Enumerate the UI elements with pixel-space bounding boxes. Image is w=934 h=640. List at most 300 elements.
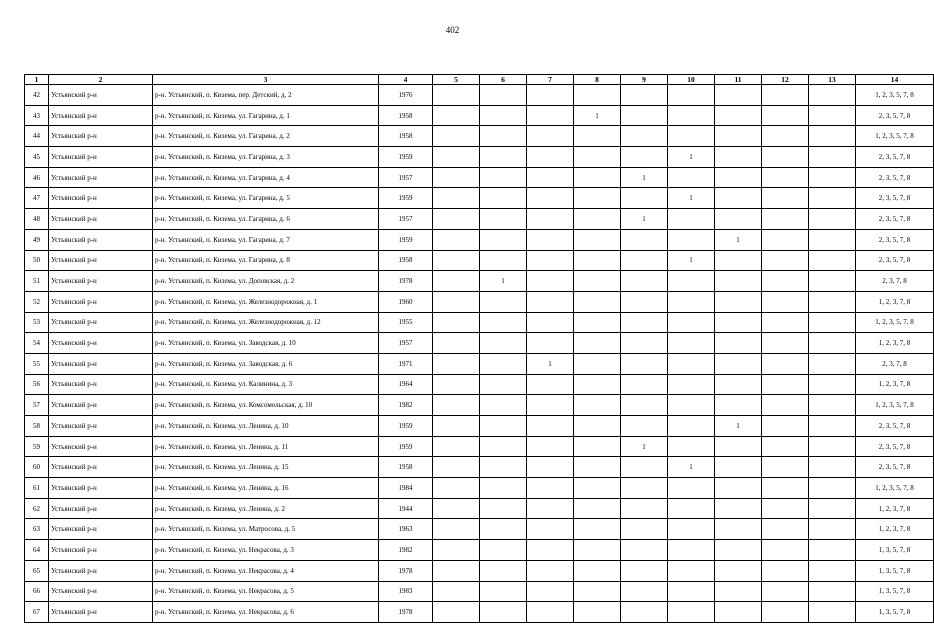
row-number-cell: 57 bbox=[25, 395, 49, 416]
flag-cell-8 bbox=[574, 271, 621, 292]
flag-cell-10: 1 bbox=[668, 457, 715, 478]
flag-cell-13 bbox=[809, 519, 856, 540]
flag-cell-12 bbox=[762, 498, 809, 519]
flag-cell-9 bbox=[621, 540, 668, 561]
page-number: 402 bbox=[445, 25, 460, 35]
flag-cell-13 bbox=[809, 229, 856, 250]
criteria-cell: 2, 3, 7, 8 bbox=[856, 353, 934, 374]
flag-cell-6 bbox=[480, 519, 527, 540]
flag-cell-9 bbox=[621, 416, 668, 437]
flag-cell-11 bbox=[715, 581, 762, 602]
flag-cell-6 bbox=[480, 167, 527, 188]
flag-cell-8 bbox=[574, 395, 621, 416]
flag-cell-11 bbox=[715, 519, 762, 540]
flag-cell-12 bbox=[762, 353, 809, 374]
flag-cell-9 bbox=[621, 581, 668, 602]
year-cell: 1959 bbox=[379, 229, 433, 250]
address-cell: р-н. Устьянский, п. Кизема, ул. Гагарина, д. 7 bbox=[153, 229, 379, 250]
column-header: 5 bbox=[433, 75, 480, 85]
district-cell: Устьянский р-н bbox=[49, 188, 153, 209]
flag-cell-10 bbox=[668, 416, 715, 437]
table-row bbox=[25, 291, 934, 312]
year-cell: 1971 bbox=[379, 353, 433, 374]
flag-cell-9: 1 bbox=[621, 209, 668, 230]
flag-cell-9 bbox=[621, 188, 668, 209]
data-table bbox=[24, 74, 934, 623]
year-cell: 1957 bbox=[379, 209, 433, 230]
address-cell: р-н. Устьянский, п. Кизема, ул. Железнодорожная, д. 12 bbox=[153, 312, 379, 333]
flag-cell-11 bbox=[715, 457, 762, 478]
flag-cell-8 bbox=[574, 291, 621, 312]
flag-cell-6 bbox=[480, 395, 527, 416]
table-row bbox=[25, 312, 934, 333]
flag-cell-8 bbox=[574, 519, 621, 540]
flag-cell-6 bbox=[480, 147, 527, 168]
flag-cell-10 bbox=[668, 209, 715, 230]
flag-cell-13 bbox=[809, 602, 856, 623]
district-cell: Устьянский р-н bbox=[49, 374, 153, 395]
district-cell: Устьянский р-н bbox=[49, 209, 153, 230]
flag-cell-13 bbox=[809, 188, 856, 209]
flag-cell-9 bbox=[621, 126, 668, 147]
year-cell: 1978 bbox=[379, 271, 433, 292]
flag-cell-9 bbox=[621, 229, 668, 250]
flag-cell-12 bbox=[762, 560, 809, 581]
row-number-cell: 54 bbox=[25, 333, 49, 354]
flag-cell-12 bbox=[762, 581, 809, 602]
flag-cell-11 bbox=[715, 85, 762, 106]
flag-cell-12 bbox=[762, 209, 809, 230]
table-row bbox=[25, 519, 934, 540]
criteria-cell: 1, 2, 3, 5, 7, 8 bbox=[856, 85, 934, 106]
flag-cell-12 bbox=[762, 333, 809, 354]
address-cell: р-н. Устьянский, п. Кизема, ул. Гагарина, д. 1 bbox=[153, 105, 379, 126]
table-row bbox=[25, 209, 934, 230]
column-header: 8 bbox=[574, 75, 621, 85]
address-cell: р-н. Устьянский, п. Кизема, ул. Гагарина, д. 6 bbox=[153, 209, 379, 230]
table-row bbox=[25, 105, 934, 126]
year-cell: 1958 bbox=[379, 105, 433, 126]
criteria-cell: 1, 3, 5, 7, 8 bbox=[856, 540, 934, 561]
flag-cell-6 bbox=[480, 85, 527, 106]
flag-cell-6 bbox=[480, 581, 527, 602]
column-header: 13 bbox=[809, 75, 856, 85]
flag-cell-10 bbox=[668, 291, 715, 312]
flag-cell-11 bbox=[715, 312, 762, 333]
flag-cell-10 bbox=[668, 167, 715, 188]
district-cell: Устьянский р-н bbox=[49, 353, 153, 374]
year-cell: 1959 bbox=[379, 416, 433, 437]
row-number-cell: 51 bbox=[25, 271, 49, 292]
flag-cell-6 bbox=[480, 250, 527, 271]
table-row bbox=[25, 374, 934, 395]
flag-cell-7: 1 bbox=[527, 353, 574, 374]
criteria-cell: 1, 3, 5, 7, 8 bbox=[856, 581, 934, 602]
district-cell: Устьянский р-н bbox=[49, 457, 153, 478]
district-cell: Устьянский р-н bbox=[49, 560, 153, 581]
row-number-cell: 62 bbox=[25, 498, 49, 519]
row-number-cell: 59 bbox=[25, 436, 49, 457]
flag-cell-8 bbox=[574, 581, 621, 602]
flag-cell-9 bbox=[621, 498, 668, 519]
table-row bbox=[25, 333, 934, 354]
flag-cell-5 bbox=[433, 188, 480, 209]
flag-cell-9 bbox=[621, 250, 668, 271]
flag-cell-11 bbox=[715, 498, 762, 519]
row-number-cell: 43 bbox=[25, 105, 49, 126]
district-cell: Устьянский р-н bbox=[49, 85, 153, 106]
year-cell: 1960 bbox=[379, 291, 433, 312]
table-row bbox=[25, 395, 934, 416]
flag-cell-7 bbox=[527, 519, 574, 540]
flag-cell-6 bbox=[480, 312, 527, 333]
flag-cell-9: 1 bbox=[621, 167, 668, 188]
flag-cell-9 bbox=[621, 85, 668, 106]
table-row bbox=[25, 167, 934, 188]
criteria-cell: 2, 3, 5, 7, 8 bbox=[856, 457, 934, 478]
flag-cell-9 bbox=[621, 291, 668, 312]
table-row bbox=[25, 126, 934, 147]
table-row bbox=[25, 147, 934, 168]
address-cell: р-н. Устьянский, п. Кизема, ул. Гагарина, д. 5 bbox=[153, 188, 379, 209]
flag-cell-12 bbox=[762, 519, 809, 540]
flag-cell-7 bbox=[527, 250, 574, 271]
flag-cell-6 bbox=[480, 602, 527, 623]
flag-cell-6 bbox=[480, 560, 527, 581]
flag-cell-8 bbox=[574, 188, 621, 209]
flag-cell-12 bbox=[762, 436, 809, 457]
address-cell: р-н. Устьянский, п. Кизема, ул. Некрасова, д. 3 bbox=[153, 540, 379, 561]
criteria-cell: 1, 2, 3, 5, 7, 8 bbox=[856, 395, 934, 416]
row-number-cell: 56 bbox=[25, 374, 49, 395]
flag-cell-13 bbox=[809, 209, 856, 230]
flag-cell-13 bbox=[809, 416, 856, 437]
year-cell: 1964 bbox=[379, 374, 433, 395]
flag-cell-7 bbox=[527, 498, 574, 519]
table-row bbox=[25, 85, 934, 106]
flag-cell-13 bbox=[809, 105, 856, 126]
flag-cell-7 bbox=[527, 395, 574, 416]
flag-cell-5 bbox=[433, 457, 480, 478]
flag-cell-11 bbox=[715, 188, 762, 209]
flag-cell-9 bbox=[621, 519, 668, 540]
column-header: 3 bbox=[153, 75, 379, 85]
year-cell: 1984 bbox=[379, 478, 433, 499]
table-body bbox=[25, 85, 934, 623]
address-cell: р-н. Устьянский, п. Кизема, ул. Доповская, д. 2 bbox=[153, 271, 379, 292]
flag-cell-6 bbox=[480, 374, 527, 395]
flag-cell-6 bbox=[480, 353, 527, 374]
flag-cell-5 bbox=[433, 498, 480, 519]
flag-cell-5 bbox=[433, 105, 480, 126]
flag-cell-7 bbox=[527, 188, 574, 209]
flag-cell-13 bbox=[809, 353, 856, 374]
flag-cell-10 bbox=[668, 436, 715, 457]
flag-cell-10 bbox=[668, 333, 715, 354]
table-row bbox=[25, 540, 934, 561]
table-row bbox=[25, 250, 934, 271]
district-cell: Устьянский р-н bbox=[49, 167, 153, 188]
row-number-cell: 45 bbox=[25, 147, 49, 168]
table-row bbox=[25, 560, 934, 581]
flag-cell-10 bbox=[668, 602, 715, 623]
district-cell: Устьянский р-н bbox=[49, 126, 153, 147]
year-cell: 1958 bbox=[379, 457, 433, 478]
flag-cell-12 bbox=[762, 540, 809, 561]
flag-cell-13 bbox=[809, 395, 856, 416]
row-number-cell: 42 bbox=[25, 85, 49, 106]
criteria-cell: 1, 2, 3, 7, 8 bbox=[856, 333, 934, 354]
flag-cell-9 bbox=[621, 478, 668, 499]
flag-cell-13 bbox=[809, 478, 856, 499]
table-row bbox=[25, 602, 934, 623]
flag-cell-12 bbox=[762, 478, 809, 499]
row-number-cell: 46 bbox=[25, 167, 49, 188]
column-header: 2 bbox=[49, 75, 153, 85]
year-cell: 1978 bbox=[379, 602, 433, 623]
flag-cell-13 bbox=[809, 291, 856, 312]
year-cell: 1983 bbox=[379, 581, 433, 602]
row-number-cell: 50 bbox=[25, 250, 49, 271]
flag-cell-11 bbox=[715, 147, 762, 168]
district-cell: Устьянский р-н bbox=[49, 436, 153, 457]
flag-cell-13 bbox=[809, 85, 856, 106]
table-row bbox=[25, 271, 934, 292]
flag-cell-11 bbox=[715, 540, 762, 561]
flag-cell-10 bbox=[668, 105, 715, 126]
flag-cell-6 bbox=[480, 209, 527, 230]
flag-cell-5 bbox=[433, 436, 480, 457]
criteria-cell: 1, 2, 3, 7, 8 bbox=[856, 519, 934, 540]
flag-cell-12 bbox=[762, 457, 809, 478]
flag-cell-5 bbox=[433, 519, 480, 540]
flag-cell-13 bbox=[809, 147, 856, 168]
flag-cell-10 bbox=[668, 126, 715, 147]
flag-cell-9 bbox=[621, 353, 668, 374]
address-cell: р-н. Устьянский, п. Кизема, ул. Гагарина, д. 4 bbox=[153, 167, 379, 188]
criteria-cell: 2, 3, 5, 7, 8 bbox=[856, 250, 934, 271]
flag-cell-12 bbox=[762, 188, 809, 209]
flag-cell-11: 1 bbox=[715, 229, 762, 250]
flag-cell-11 bbox=[715, 105, 762, 126]
flag-cell-13 bbox=[809, 250, 856, 271]
flag-cell-9 bbox=[621, 105, 668, 126]
year-cell: 1955 bbox=[379, 312, 433, 333]
flag-cell-5 bbox=[433, 540, 480, 561]
flag-cell-5 bbox=[433, 271, 480, 292]
column-header: 11 bbox=[715, 75, 762, 85]
flag-cell-10 bbox=[668, 85, 715, 106]
year-cell: 1959 bbox=[379, 147, 433, 168]
flag-cell-5 bbox=[433, 353, 480, 374]
flag-cell-7 bbox=[527, 602, 574, 623]
flag-cell-5 bbox=[433, 312, 480, 333]
flag-cell-7 bbox=[527, 209, 574, 230]
criteria-cell: 1, 3, 5, 7, 8 bbox=[856, 602, 934, 623]
flag-cell-5 bbox=[433, 85, 480, 106]
flag-cell-11 bbox=[715, 374, 762, 395]
criteria-cell: 2, 3, 5, 7, 8 bbox=[856, 209, 934, 230]
flag-cell-10: 1 bbox=[668, 188, 715, 209]
flag-cell-11 bbox=[715, 333, 762, 354]
flag-cell-7 bbox=[527, 229, 574, 250]
flag-cell-8 bbox=[574, 478, 621, 499]
address-cell: р-н. Устьянский, п. Кизема, ул. Гагарина, д. 8 bbox=[153, 250, 379, 271]
flag-cell-9 bbox=[621, 457, 668, 478]
flag-cell-5 bbox=[433, 291, 480, 312]
district-cell: Устьянский р-н bbox=[49, 602, 153, 623]
flag-cell-7 bbox=[527, 560, 574, 581]
criteria-cell: 2, 3, 5, 7, 8 bbox=[856, 436, 934, 457]
criteria-cell: 1, 2, 3, 7, 8 bbox=[856, 498, 934, 519]
address-cell: р-н. Устьянский, п. Кизема, ул. Некрасова, д. 6 bbox=[153, 602, 379, 623]
column-header: 9 bbox=[621, 75, 668, 85]
address-cell: р-н. Устьянский, п. Кизема, ул. Матросова, д. 5 bbox=[153, 519, 379, 540]
header-row bbox=[25, 75, 934, 85]
flag-cell-9 bbox=[621, 147, 668, 168]
address-cell: р-н. Устьянский, п. Кизема, ул. Ленина, д. 16 bbox=[153, 478, 379, 499]
address-cell: р-н. Устьянский, п. Кизема, пер. Детский, д. 2 bbox=[153, 85, 379, 106]
flag-cell-11 bbox=[715, 436, 762, 457]
flag-cell-9 bbox=[621, 602, 668, 623]
address-cell: р-н. Устьянский, п. Кизема, ул. Ленина, д. 15 bbox=[153, 457, 379, 478]
criteria-cell: 1, 2, 3, 7, 8 bbox=[856, 291, 934, 312]
year-cell: 1982 bbox=[379, 395, 433, 416]
column-header: 6 bbox=[480, 75, 527, 85]
flag-cell-10 bbox=[668, 374, 715, 395]
flag-cell-11 bbox=[715, 478, 762, 499]
flag-cell-8 bbox=[574, 498, 621, 519]
criteria-cell: 1, 2, 3, 7, 8 bbox=[856, 374, 934, 395]
flag-cell-5 bbox=[433, 602, 480, 623]
flag-cell-12 bbox=[762, 374, 809, 395]
flag-cell-13 bbox=[809, 333, 856, 354]
flag-cell-13 bbox=[809, 457, 856, 478]
flag-cell-7 bbox=[527, 436, 574, 457]
flag-cell-7 bbox=[527, 374, 574, 395]
row-number-cell: 66 bbox=[25, 581, 49, 602]
flag-cell-9 bbox=[621, 333, 668, 354]
column-header: 1 bbox=[25, 75, 49, 85]
flag-cell-12 bbox=[762, 271, 809, 292]
year-cell: 1958 bbox=[379, 250, 433, 271]
row-number-cell: 53 bbox=[25, 312, 49, 333]
year-cell: 1963 bbox=[379, 519, 433, 540]
address-cell: р-н. Устьянский, п. Кизема, ул. Ленина, д. 11 bbox=[153, 436, 379, 457]
flag-cell-7 bbox=[527, 540, 574, 561]
flag-cell-6 bbox=[480, 457, 527, 478]
flag-cell-5 bbox=[433, 374, 480, 395]
address-cell: р-н. Устьянский, п. Кизема, ул. Железнодорожная, д. 1 bbox=[153, 291, 379, 312]
flag-cell-11 bbox=[715, 167, 762, 188]
flag-cell-7 bbox=[527, 416, 574, 437]
year-cell: 1944 bbox=[379, 498, 433, 519]
row-number-cell: 49 bbox=[25, 229, 49, 250]
year-cell: 1976 bbox=[379, 85, 433, 106]
row-number-cell: 44 bbox=[25, 126, 49, 147]
flag-cell-12 bbox=[762, 126, 809, 147]
flag-cell-7 bbox=[527, 126, 574, 147]
table-row bbox=[25, 229, 934, 250]
address-cell: р-н. Устьянский, п. Кизема, ул. Гагарина, д. 3 bbox=[153, 147, 379, 168]
flag-cell-13 bbox=[809, 540, 856, 561]
flag-cell-8 bbox=[574, 229, 621, 250]
criteria-cell: 2, 3, 5, 7, 8 bbox=[856, 167, 934, 188]
flag-cell-9: 1 bbox=[621, 436, 668, 457]
address-cell: р-н. Устьянский, п. Кизема, ул. Ленина, д. 2 bbox=[153, 498, 379, 519]
flag-cell-11 bbox=[715, 209, 762, 230]
flag-cell-8 bbox=[574, 457, 621, 478]
flag-cell-8 bbox=[574, 147, 621, 168]
column-header: 7 bbox=[527, 75, 574, 85]
district-cell: Устьянский р-н bbox=[49, 312, 153, 333]
address-cell: р-н. Устьянский, п. Кизема, ул. Ленина, д. 10 bbox=[153, 416, 379, 437]
flag-cell-11 bbox=[715, 291, 762, 312]
flag-cell-13 bbox=[809, 271, 856, 292]
district-cell: Устьянский р-н bbox=[49, 271, 153, 292]
flag-cell-11 bbox=[715, 602, 762, 623]
flag-cell-9 bbox=[621, 395, 668, 416]
row-number-cell: 64 bbox=[25, 540, 49, 561]
flag-cell-8 bbox=[574, 436, 621, 457]
flag-cell-6 bbox=[480, 291, 527, 312]
row-number-cell: 52 bbox=[25, 291, 49, 312]
flag-cell-8 bbox=[574, 85, 621, 106]
flag-cell-6 bbox=[480, 105, 527, 126]
address-cell: р-н. Устьянский, п. Кизема, ул. Заводская, д. 10 bbox=[153, 333, 379, 354]
flag-cell-12 bbox=[762, 167, 809, 188]
flag-cell-5 bbox=[433, 416, 480, 437]
flag-cell-8 bbox=[574, 209, 621, 230]
flag-cell-10 bbox=[668, 540, 715, 561]
column-header: 14 bbox=[856, 75, 934, 85]
flag-cell-13 bbox=[809, 374, 856, 395]
flag-cell-8 bbox=[574, 560, 621, 581]
flag-cell-8 bbox=[574, 353, 621, 374]
address-cell: р-н. Устьянский, п. Кизема, ул. Калинина, д. 3 bbox=[153, 374, 379, 395]
row-number-cell: 63 bbox=[25, 519, 49, 540]
year-cell: 1958 bbox=[379, 126, 433, 147]
flag-cell-7 bbox=[527, 147, 574, 168]
row-number-cell: 55 bbox=[25, 353, 49, 374]
flag-cell-9 bbox=[621, 312, 668, 333]
flag-cell-12 bbox=[762, 602, 809, 623]
flag-cell-11 bbox=[715, 126, 762, 147]
flag-cell-8 bbox=[574, 540, 621, 561]
district-cell: Устьянский р-н bbox=[49, 147, 153, 168]
district-cell: Устьянский р-н bbox=[49, 519, 153, 540]
flag-cell-5 bbox=[433, 147, 480, 168]
flag-cell-10: 1 bbox=[668, 147, 715, 168]
criteria-cell: 1, 2, 3, 5, 7, 8 bbox=[856, 312, 934, 333]
flag-cell-13 bbox=[809, 167, 856, 188]
row-number-cell: 48 bbox=[25, 209, 49, 230]
row-number-cell: 60 bbox=[25, 457, 49, 478]
district-cell: Устьянский р-н bbox=[49, 416, 153, 437]
flag-cell-10: 1 bbox=[668, 250, 715, 271]
flag-cell-6 bbox=[480, 333, 527, 354]
criteria-cell: 2, 3, 5, 7, 8 bbox=[856, 416, 934, 437]
district-cell: Устьянский р-н bbox=[49, 581, 153, 602]
address-cell: р-н. Устьянский, п. Кизема, ул. Заводская, д. 6 bbox=[153, 353, 379, 374]
flag-cell-10 bbox=[668, 560, 715, 581]
flag-cell-5 bbox=[433, 395, 480, 416]
flag-cell-11 bbox=[715, 353, 762, 374]
criteria-cell: 2, 3, 5, 7, 8 bbox=[856, 105, 934, 126]
flag-cell-8: 1 bbox=[574, 105, 621, 126]
flag-cell-8 bbox=[574, 167, 621, 188]
flag-cell-11 bbox=[715, 560, 762, 581]
